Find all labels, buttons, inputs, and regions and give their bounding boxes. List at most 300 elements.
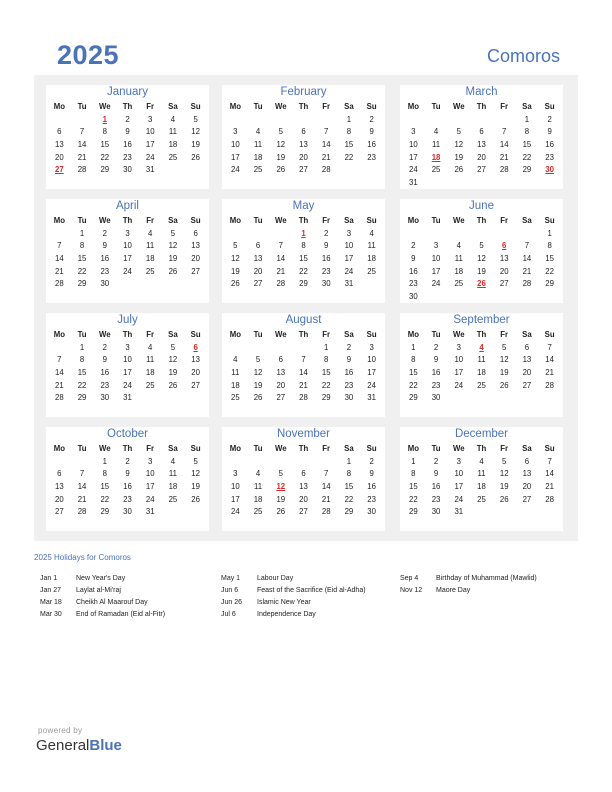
weekday-header: We: [99, 102, 111, 111]
holiday-row: [221, 597, 397, 609]
day-cell: 18: [253, 494, 263, 504]
month-title: January: [107, 86, 148, 98]
day-cell: 8: [346, 127, 352, 137]
day-cell: 24: [231, 507, 240, 517]
weekday-header: Tu: [431, 216, 441, 225]
day-cell: 12: [168, 355, 178, 365]
day-cell: 30: [100, 393, 110, 403]
day-cell: 22: [344, 152, 354, 162]
day-cell: 30: [123, 507, 132, 517]
day-cell: 13: [299, 140, 308, 150]
weekday-header: Mo: [53, 444, 65, 453]
weekday-header: We: [275, 330, 287, 339]
day-cell: 28: [522, 279, 532, 289]
month-november: [222, 427, 385, 531]
weekday-header: Tu: [253, 330, 263, 339]
day-cell: 1: [324, 342, 329, 352]
day-cell: 15: [321, 368, 331, 378]
day-cell: 10: [231, 140, 240, 150]
holiday-day-cell: 1: [102, 114, 107, 124]
day-cell: 10: [123, 355, 132, 365]
day-cell: 22: [409, 494, 418, 504]
holiday-row: [400, 573, 611, 585]
day-cell: 3: [148, 114, 153, 124]
holiday-name: New Year's Day: [76, 575, 126, 582]
day-cell: 21: [77, 152, 87, 162]
month-june: [400, 199, 563, 303]
day-cell: 29: [100, 165, 110, 175]
holiday-day-cell: 6: [193, 342, 198, 352]
day-cell: 24: [367, 380, 376, 390]
empty-cell: [48, 456, 71, 469]
day-cell: 27: [522, 380, 532, 390]
day-cell: 6: [255, 241, 261, 251]
day-cell: 20: [499, 266, 509, 276]
holiday-name: Labour Day: [257, 575, 294, 582]
weekday-header: Th: [122, 102, 133, 111]
month-title: February: [280, 86, 327, 98]
holiday-date: Jul 6: [221, 611, 236, 618]
day-cell: 24: [431, 279, 441, 289]
day-cell: 6: [57, 127, 62, 137]
weekday-header: We: [99, 330, 111, 339]
day-cell: 7: [524, 241, 530, 251]
day-cell: 27: [299, 507, 308, 517]
weekday-header: Su: [366, 216, 377, 225]
day-cell: 24: [454, 494, 464, 504]
day-cell: 4: [233, 355, 238, 365]
day-cell: 1: [79, 342, 85, 352]
day-cell: 13: [191, 241, 200, 251]
day-cell: 19: [276, 494, 286, 504]
day-cell: 2: [411, 241, 416, 251]
day-cell: 5: [233, 241, 238, 251]
day-cell: 8: [547, 241, 552, 251]
day-cell: 22: [77, 380, 87, 390]
day-cell: 18: [168, 140, 178, 150]
day-cell: 26: [276, 165, 286, 175]
day-cell: 16: [100, 254, 110, 264]
weekday-header: Mo: [407, 216, 419, 225]
day-cell: 20: [522, 482, 532, 492]
brand-general: General: [36, 737, 90, 754]
holiday-row: [40, 573, 216, 585]
holiday-date: Jan 27: [40, 587, 62, 594]
holiday-date: Jun 6: [221, 587, 239, 594]
day-cell: 25: [454, 279, 464, 289]
day-cell: 13: [522, 469, 532, 479]
day-cell: 7: [324, 469, 329, 479]
day-cell: 29: [409, 507, 418, 517]
weekday-header: We: [453, 102, 465, 111]
day-cell: 19: [231, 266, 240, 276]
day-cell: 22: [100, 494, 110, 504]
weekday-header: We: [99, 216, 111, 225]
day-cell: 30: [321, 279, 331, 289]
holiday-date: Sep 4: [400, 575, 419, 582]
day-cell: 30: [344, 393, 354, 403]
day-cell: 21: [522, 266, 532, 276]
weekday-header: Sa: [522, 216, 532, 225]
month-grid: [224, 101, 383, 177]
day-cell: 17: [431, 266, 441, 276]
holiday-day-cell: 1: [301, 228, 306, 238]
day-cell: 2: [346, 342, 352, 352]
empty-cell: [425, 228, 448, 241]
day-cell: 19: [499, 482, 509, 492]
day-cell: 17: [454, 368, 464, 378]
holiday-name: Maore Day: [436, 587, 471, 594]
day-cell: 29: [100, 507, 110, 517]
day-cell: 6: [57, 469, 62, 479]
day-cell: 21: [321, 152, 331, 162]
day-cell: 6: [524, 342, 530, 352]
weekday-header: Fr: [146, 444, 155, 453]
month-grid: [48, 329, 207, 405]
day-cell: 14: [321, 482, 331, 492]
day-cell: 7: [502, 127, 507, 137]
holiday-row: [221, 573, 397, 585]
day-cell: 5: [456, 127, 461, 137]
day-cell: 11: [254, 140, 263, 150]
day-cell: 29: [77, 279, 87, 289]
weekday-header: Fr: [146, 330, 155, 339]
day-cell: 23: [409, 279, 418, 289]
holiday-column: [400, 573, 611, 597]
weekday-header: Su: [544, 216, 555, 225]
weekday-header: Fr: [322, 102, 331, 111]
day-cell: 23: [123, 152, 132, 162]
calendar-panel: [34, 75, 578, 541]
day-cell: 1: [547, 228, 552, 238]
holiday-column: [221, 573, 397, 621]
day-cell: 1: [346, 456, 352, 466]
day-cell: 19: [276, 152, 286, 162]
weekday-header: Th: [476, 216, 487, 225]
day-cell: 22: [344, 494, 354, 504]
day-cell: 6: [524, 456, 530, 466]
day-cell: 15: [299, 254, 308, 264]
day-cell: 4: [255, 469, 261, 479]
month-october: [46, 427, 209, 531]
day-cell: 23: [100, 266, 110, 276]
day-cell: 31: [409, 178, 418, 188]
empty-cell: [447, 228, 470, 241]
day-cell: 15: [409, 368, 418, 378]
month-september: [400, 313, 563, 417]
day-cell: 21: [545, 368, 554, 378]
empty-cell: [269, 228, 292, 241]
weekday-header: Fr: [500, 444, 509, 453]
day-cell: 15: [344, 482, 354, 492]
empty-cell: [493, 114, 516, 127]
day-cell: 26: [454, 165, 464, 175]
day-cell: 23: [321, 266, 331, 276]
day-cell: 31: [145, 165, 155, 175]
day-cell: 22: [77, 266, 87, 276]
day-cell: 2: [547, 114, 552, 124]
holiday-name: Feast of the Sacrifice (Eid al-Adha): [257, 587, 366, 594]
day-cell: 13: [477, 140, 486, 150]
empty-cell: [292, 456, 315, 469]
day-cell: 25: [231, 393, 240, 403]
day-cell: 14: [299, 368, 308, 378]
day-cell: 22: [321, 380, 331, 390]
empty-cell: [516, 228, 539, 241]
day-cell: 22: [100, 152, 110, 162]
day-cell: 31: [145, 507, 155, 517]
day-cell: 11: [146, 355, 155, 365]
day-cell: 14: [499, 140, 509, 150]
day-cell: 17: [454, 482, 464, 492]
weekday-header: Mo: [53, 102, 65, 111]
empty-cell: [247, 342, 270, 355]
weekday-header: Sa: [344, 216, 354, 225]
day-cell: 5: [278, 469, 283, 479]
day-cell: 30: [100, 279, 110, 289]
month-august: [222, 313, 385, 417]
month-title: March: [465, 86, 498, 98]
weekday-header: We: [99, 444, 111, 453]
day-cell: 21: [55, 380, 64, 390]
day-cell: 30: [367, 507, 376, 517]
day-cell: 8: [79, 241, 85, 251]
day-cell: 1: [79, 228, 85, 238]
day-cell: 3: [125, 228, 130, 238]
weekday-header: We: [275, 444, 287, 453]
weekday-header: Su: [366, 444, 377, 453]
day-cell: 1: [346, 114, 352, 124]
weekday-header: Tu: [253, 444, 263, 453]
day-cell: 5: [193, 456, 198, 466]
day-cell: 31: [454, 507, 464, 517]
day-cell: 5: [502, 456, 507, 466]
day-cell: 2: [433, 342, 439, 352]
empty-cell: [425, 114, 448, 127]
day-cell: 15: [522, 140, 532, 150]
day-cell: 15: [100, 482, 110, 492]
empty-cell: [48, 114, 71, 127]
day-cell: 7: [278, 241, 283, 251]
holiday-date: Mar 18: [40, 599, 62, 606]
day-cell: 10: [231, 482, 240, 492]
empty-cell: [269, 342, 292, 355]
day-cell: 4: [369, 228, 374, 238]
day-cell: 27: [522, 494, 532, 504]
day-cell: 20: [276, 380, 286, 390]
day-cell: 16: [367, 140, 376, 150]
day-cell: 28: [321, 507, 331, 517]
weekday-header: Mo: [229, 444, 241, 453]
day-cell: 21: [545, 482, 554, 492]
day-cell: 10: [431, 254, 441, 264]
day-cell: 28: [499, 165, 509, 175]
weekday-header: Sa: [522, 330, 532, 339]
empty-cell: [269, 114, 292, 127]
day-cell: 3: [233, 469, 238, 479]
month-december: [400, 427, 563, 531]
day-cell: 25: [145, 266, 155, 276]
weekday-header: Mo: [53, 330, 65, 339]
month-title: November: [276, 428, 331, 440]
day-cell: 25: [168, 494, 178, 504]
day-cell: 20: [299, 152, 308, 162]
day-cell: 3: [233, 127, 238, 137]
empty-cell: [292, 342, 315, 355]
day-cell: 26: [191, 152, 200, 162]
weekday-header: Fr: [146, 216, 155, 225]
day-cell: 7: [301, 355, 306, 365]
weekday-header: Tu: [431, 102, 441, 111]
day-cell: 21: [499, 152, 509, 162]
weekday-header: Fr: [500, 330, 509, 339]
day-cell: 15: [409, 482, 418, 492]
day-cell: 17: [367, 368, 376, 378]
day-cell: 13: [299, 482, 308, 492]
month-title: June: [469, 200, 494, 212]
day-cell: 20: [191, 368, 200, 378]
day-cell: 18: [477, 368, 486, 378]
day-cell: 27: [477, 165, 486, 175]
holiday-row: [221, 585, 397, 597]
day-cell: 24: [231, 165, 240, 175]
day-cell: 30: [123, 165, 132, 175]
day-cell: 8: [346, 469, 352, 479]
day-cell: 9: [125, 127, 130, 137]
empty-cell: [247, 114, 270, 127]
weekday-header: Sa: [168, 102, 178, 111]
day-cell: 8: [411, 469, 416, 479]
day-cell: 9: [324, 241, 329, 251]
day-cell: 6: [479, 127, 484, 137]
day-cell: 6: [278, 355, 283, 365]
weekday-header: Su: [190, 216, 201, 225]
day-cell: 16: [123, 140, 132, 150]
weekday-header: Th: [476, 444, 487, 453]
holiday-date: May 1: [221, 575, 241, 582]
day-cell: 26: [253, 393, 263, 403]
day-cell: 12: [276, 140, 286, 150]
day-cell: 21: [276, 266, 286, 276]
month-march: [400, 85, 563, 189]
weekday-header: Fr: [500, 102, 509, 111]
day-cell: 17: [145, 482, 155, 492]
weekday-header: Su: [366, 102, 377, 111]
empty-cell: [315, 456, 338, 469]
day-cell: 8: [102, 127, 107, 137]
weekday-header: Th: [298, 102, 309, 111]
day-cell: 12: [231, 254, 240, 264]
day-cell: 13: [253, 254, 263, 264]
holidays-title: 2025 Holidays for Comoros: [34, 553, 131, 562]
day-cell: 23: [344, 380, 354, 390]
day-cell: 23: [367, 152, 376, 162]
day-cell: 26: [499, 494, 509, 504]
day-cell: 13: [499, 254, 509, 264]
day-cell: 5: [170, 342, 176, 352]
day-cell: 28: [55, 393, 64, 403]
day-cell: 11: [168, 127, 177, 137]
day-cell: 24: [123, 380, 132, 390]
day-cell: 29: [299, 279, 308, 289]
day-cell: 18: [145, 368, 155, 378]
empty-cell: [224, 342, 247, 355]
day-cell: 2: [125, 114, 130, 124]
day-cell: 14: [77, 140, 87, 150]
month-title: April: [115, 200, 139, 212]
day-cell: 10: [344, 241, 354, 251]
empty-cell: [247, 228, 270, 241]
day-cell: 10: [367, 355, 376, 365]
day-cell: 12: [499, 469, 509, 479]
holiday-row: [400, 585, 611, 597]
day-cell: 16: [431, 482, 441, 492]
year-title: 2025: [57, 40, 120, 70]
empty-cell: [71, 114, 94, 127]
weekday-header: We: [275, 216, 287, 225]
day-cell: 19: [191, 482, 200, 492]
empty-cell: [269, 456, 292, 469]
weekday-header: Su: [190, 330, 201, 339]
weekday-header: Tu: [77, 102, 87, 111]
brand-blue: Blue: [89, 737, 122, 754]
day-cell: 10: [123, 241, 132, 251]
day-cell: 28: [299, 393, 308, 403]
day-cell: 14: [321, 140, 331, 150]
day-cell: 12: [454, 140, 464, 150]
day-cell: 9: [369, 127, 374, 137]
day-cell: 9: [369, 469, 374, 479]
day-cell: 14: [522, 254, 532, 264]
holiday-date: Mar 30: [40, 611, 62, 618]
empty-cell: [402, 114, 425, 127]
day-cell: 19: [477, 266, 486, 276]
day-cell: 14: [77, 482, 87, 492]
day-cell: 4: [170, 456, 176, 466]
day-cell: 10: [145, 127, 155, 137]
day-cell: 16: [545, 140, 554, 150]
day-cell: 25: [477, 380, 486, 390]
day-cell: 17: [409, 152, 418, 162]
day-cell: 10: [145, 469, 155, 479]
day-cell: 6: [193, 228, 198, 238]
holiday-row: [40, 597, 216, 609]
day-cell: 4: [456, 241, 461, 251]
day-cell: 16: [321, 254, 331, 264]
day-cell: 12: [168, 241, 178, 251]
holiday-date: Nov 12: [400, 587, 423, 594]
day-cell: 17: [344, 254, 354, 264]
day-cell: 25: [253, 507, 263, 517]
empty-cell: [224, 228, 247, 241]
day-cell: 17: [231, 152, 240, 162]
weekday-header: Fr: [500, 216, 509, 225]
day-cell: 7: [324, 127, 329, 137]
holiday-day-cell: 18: [431, 152, 441, 162]
weekday-header: Sa: [344, 330, 354, 339]
day-cell: 16: [409, 266, 418, 276]
day-cell: 28: [321, 165, 331, 175]
day-cell: 9: [102, 241, 107, 251]
day-cell: 7: [547, 342, 552, 352]
weekday-header: Sa: [522, 102, 532, 111]
weekday-header: Sa: [168, 216, 178, 225]
weekday-header: We: [453, 330, 465, 339]
day-cell: 5: [255, 355, 261, 365]
day-cell: 10: [454, 355, 464, 365]
day-cell: 21: [55, 266, 64, 276]
day-cell: 13: [55, 482, 64, 492]
